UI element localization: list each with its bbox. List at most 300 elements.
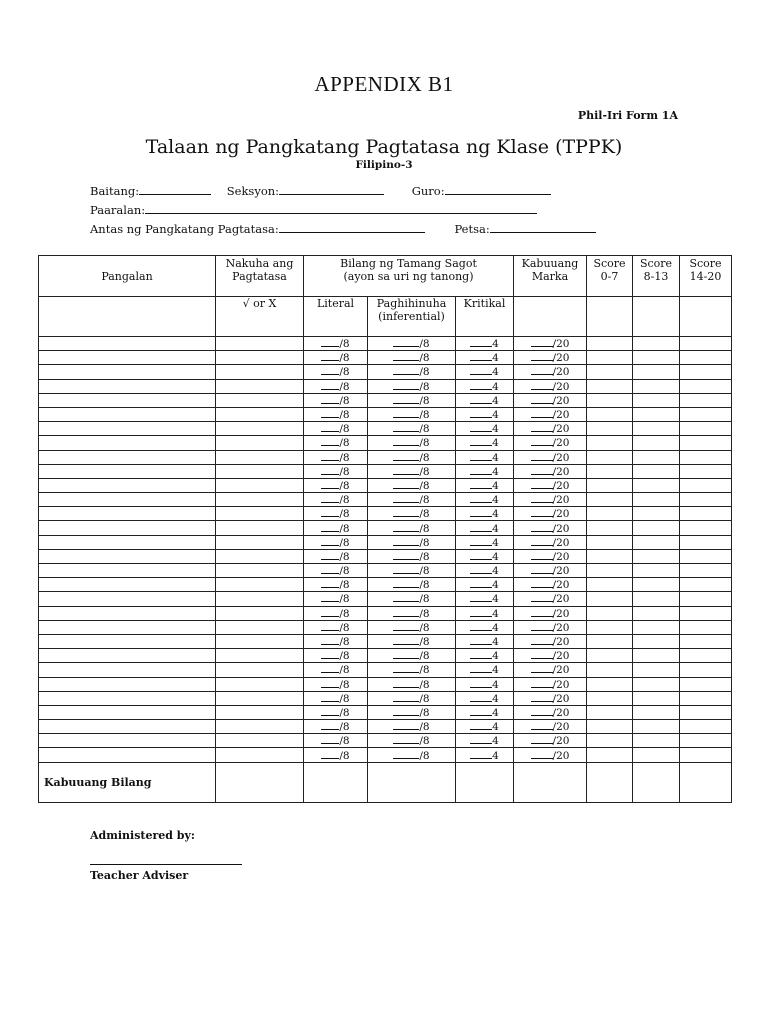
- score2-cell[interactable]: [633, 578, 680, 592]
- paghihinuha-cell[interactable]: [368, 720, 456, 734]
- check-cell[interactable]: [216, 691, 304, 705]
- score1-cell[interactable]: [587, 407, 633, 421]
- literal-cell[interactable]: [304, 606, 368, 620]
- paghihinuha-cell[interactable]: [368, 507, 456, 521]
- literal-cell[interactable]: [304, 337, 368, 351]
- score1-cell[interactable]: [587, 393, 633, 407]
- paghihinuha-cell[interactable]: [368, 634, 456, 648]
- kritikal-cell[interactable]: [456, 407, 514, 421]
- literal-cell[interactable]: [304, 535, 368, 549]
- kabuuan-cell[interactable]: [514, 592, 587, 606]
- check-cell[interactable]: [216, 351, 304, 365]
- paghihinuha-cell[interactable]: [368, 337, 456, 351]
- kabuuan-cell[interactable]: [514, 663, 587, 677]
- paghihinuha-cell[interactable]: [368, 649, 456, 663]
- paghihinuha-cell[interactable]: [368, 564, 456, 578]
- score2-cell[interactable]: [633, 677, 680, 691]
- total-cell[interactable]: [514, 762, 587, 802]
- paghihinuha-cell[interactable]: [368, 436, 456, 450]
- literal-cell[interactable]: [304, 634, 368, 648]
- check-cell[interactable]: [216, 422, 304, 436]
- kabuuan-cell[interactable]: [514, 521, 587, 535]
- literal-cell[interactable]: [304, 705, 368, 719]
- paghihinuha-cell[interactable]: [368, 691, 456, 705]
- score1-cell[interactable]: [587, 734, 633, 748]
- kabuuan-cell[interactable]: [514, 507, 587, 521]
- score3-cell[interactable]: [680, 734, 732, 748]
- score2-cell[interactable]: [633, 592, 680, 606]
- kritikal-cell[interactable]: [456, 521, 514, 535]
- kabuuan-cell[interactable]: [514, 549, 587, 563]
- score3-cell[interactable]: [680, 691, 732, 705]
- score2-cell[interactable]: [633, 734, 680, 748]
- score3-cell[interactable]: [680, 677, 732, 691]
- petsa-field[interactable]: [490, 222, 596, 233]
- paghihinuha-cell[interactable]: [368, 379, 456, 393]
- score2-cell[interactable]: [633, 620, 680, 634]
- score3-cell[interactable]: [680, 634, 732, 648]
- kritikal-cell[interactable]: [456, 450, 514, 464]
- check-cell[interactable]: [216, 748, 304, 762]
- kritikal-cell[interactable]: [456, 337, 514, 351]
- literal-cell[interactable]: [304, 691, 368, 705]
- paghihinuha-cell[interactable]: [368, 407, 456, 421]
- score3-cell[interactable]: [680, 351, 732, 365]
- total-cell[interactable]: [633, 762, 680, 802]
- check-cell[interactable]: [216, 592, 304, 606]
- blank-line: [393, 607, 419, 617]
- score3-cell[interactable]: [680, 493, 732, 507]
- score2-cell[interactable]: [633, 337, 680, 351]
- kritikal-cell[interactable]: [456, 564, 514, 578]
- literal-cell[interactable]: [304, 649, 368, 663]
- score2-cell[interactable]: [633, 634, 680, 648]
- total-cell[interactable]: [456, 762, 514, 802]
- score2-cell[interactable]: [633, 379, 680, 393]
- kritikal-cell[interactable]: [456, 720, 514, 734]
- score3-cell[interactable]: [680, 521, 732, 535]
- kabuuan-cell[interactable]: [514, 691, 587, 705]
- name-cell[interactable]: [39, 450, 216, 464]
- name-cell[interactable]: [39, 493, 216, 507]
- kabuuan-cell[interactable]: [514, 649, 587, 663]
- score3-cell[interactable]: [680, 478, 732, 492]
- kritikal-cell[interactable]: [456, 592, 514, 606]
- score3-cell[interactable]: [680, 620, 732, 634]
- score3-cell[interactable]: [680, 549, 732, 563]
- literal-cell[interactable]: [304, 393, 368, 407]
- score1-cell[interactable]: [587, 549, 633, 563]
- literal-cell[interactable]: [304, 663, 368, 677]
- paghihinuha-cell[interactable]: [368, 535, 456, 549]
- kabuuan-cell[interactable]: [514, 436, 587, 450]
- table-row: [39, 365, 732, 379]
- paghihinuha-cell[interactable]: [368, 393, 456, 407]
- score1-cell[interactable]: [587, 720, 633, 734]
- kritikal-cell[interactable]: [456, 478, 514, 492]
- score2-cell[interactable]: [633, 436, 680, 450]
- score2-cell[interactable]: [633, 705, 680, 719]
- score1-cell[interactable]: [587, 606, 633, 620]
- literal-cell[interactable]: [304, 578, 368, 592]
- score2-cell[interactable]: [633, 606, 680, 620]
- score1-cell[interactable]: [587, 379, 633, 393]
- kabuuan-cell[interactable]: [514, 337, 587, 351]
- score3-cell[interactable]: [680, 535, 732, 549]
- score2-cell[interactable]: [633, 450, 680, 464]
- name-cell[interactable]: [39, 592, 216, 606]
- score1-cell[interactable]: [587, 351, 633, 365]
- score1-cell[interactable]: [587, 478, 633, 492]
- score1-cell[interactable]: [587, 337, 633, 351]
- check-cell[interactable]: [216, 464, 304, 478]
- paghihinuha-cell[interactable]: [368, 748, 456, 762]
- name-cell[interactable]: [39, 634, 216, 648]
- check-cell[interactable]: [216, 649, 304, 663]
- score3-cell[interactable]: [680, 379, 732, 393]
- kritikal-cell[interactable]: [456, 748, 514, 762]
- paghihinuha-cell[interactable]: [368, 578, 456, 592]
- literal-cell[interactable]: [304, 677, 368, 691]
- kritikal-cell[interactable]: [456, 464, 514, 478]
- score2-cell[interactable]: [633, 407, 680, 421]
- name-cell[interactable]: [39, 720, 216, 734]
- name-cell[interactable]: [39, 691, 216, 705]
- kabuuan-cell[interactable]: [514, 734, 587, 748]
- literal-cell[interactable]: [304, 407, 368, 421]
- kritikal-cell[interactable]: [456, 365, 514, 379]
- check-cell[interactable]: [216, 450, 304, 464]
- score1-cell[interactable]: [587, 620, 633, 634]
- blank-line: [531, 337, 553, 347]
- kritikal-cell[interactable]: [456, 493, 514, 507]
- score3-cell[interactable]: [680, 705, 732, 719]
- score2-cell[interactable]: [633, 564, 680, 578]
- score2-cell[interactable]: [633, 422, 680, 436]
- name-cell[interactable]: [39, 478, 216, 492]
- name-cell[interactable]: [39, 535, 216, 549]
- check-cell[interactable]: [216, 493, 304, 507]
- total-cell[interactable]: [216, 762, 304, 802]
- name-cell[interactable]: [39, 422, 216, 436]
- paghihinuha-cell[interactable]: [368, 549, 456, 563]
- paaralan-field[interactable]: [145, 203, 537, 214]
- name-cell[interactable]: [39, 620, 216, 634]
- literal-cell[interactable]: [304, 549, 368, 563]
- score3-cell[interactable]: [680, 464, 732, 478]
- score1-cell[interactable]: [587, 521, 633, 535]
- score3-cell[interactable]: [680, 578, 732, 592]
- score2-cell[interactable]: [633, 748, 680, 762]
- score2-cell[interactable]: [633, 549, 680, 563]
- score1-cell[interactable]: [587, 436, 633, 450]
- kritikal-cell[interactable]: [456, 734, 514, 748]
- score2-cell[interactable]: [633, 521, 680, 535]
- check-cell[interactable]: [216, 478, 304, 492]
- kritikal-cell[interactable]: [456, 620, 514, 634]
- kritikal-cell[interactable]: [456, 507, 514, 521]
- kritikal-cell[interactable]: [456, 436, 514, 450]
- score3-cell[interactable]: [680, 422, 732, 436]
- check-cell[interactable]: [216, 705, 304, 719]
- paghihinuha-cell[interactable]: [368, 493, 456, 507]
- kritikal-cell-text: 4: [492, 522, 499, 535]
- score2-cell[interactable]: [633, 691, 680, 705]
- score1-cell[interactable]: [587, 663, 633, 677]
- paghihinuha-cell[interactable]: [368, 450, 456, 464]
- blank-line: [470, 649, 492, 659]
- name-cell[interactable]: [39, 705, 216, 719]
- name-cell[interactable]: [39, 606, 216, 620]
- literal-cell[interactable]: [304, 720, 368, 734]
- check-cell[interactable]: [216, 620, 304, 634]
- total-cell[interactable]: [304, 762, 368, 802]
- score1-cell[interactable]: [587, 464, 633, 478]
- kritikal-cell[interactable]: [456, 535, 514, 549]
- paghihinuha-cell[interactable]: [368, 478, 456, 492]
- kabuuan-cell[interactable]: [514, 393, 587, 407]
- check-cell[interactable]: [216, 634, 304, 648]
- literal-cell[interactable]: [304, 464, 368, 478]
- name-cell[interactable]: [39, 734, 216, 748]
- kabuuan-cell[interactable]: [514, 464, 587, 478]
- name-cell[interactable]: [39, 365, 216, 379]
- kritikal-cell[interactable]: [456, 649, 514, 663]
- score2-cell[interactable]: [633, 351, 680, 365]
- score3-cell[interactable]: [680, 407, 732, 421]
- paghihinuha-cell[interactable]: [368, 620, 456, 634]
- score1-cell[interactable]: [587, 535, 633, 549]
- score2-cell[interactable]: [633, 720, 680, 734]
- score1-cell[interactable]: [587, 507, 633, 521]
- check-cell[interactable]: [216, 407, 304, 421]
- check-cell[interactable]: [216, 578, 304, 592]
- kritikal-cell[interactable]: [456, 351, 514, 365]
- literal-cell[interactable]: [304, 507, 368, 521]
- kritikal-cell[interactable]: [456, 677, 514, 691]
- total-cell[interactable]: [587, 762, 633, 802]
- name-cell[interactable]: [39, 521, 216, 535]
- paghihinuha-cell[interactable]: [368, 734, 456, 748]
- score3-cell[interactable]: [680, 606, 732, 620]
- name-cell[interactable]: [39, 379, 216, 393]
- kritikal-cell-text: 4: [492, 621, 499, 634]
- kritikal-cell[interactable]: [456, 705, 514, 719]
- score1-cell[interactable]: [587, 649, 633, 663]
- paghihinuha-cell[interactable]: [368, 351, 456, 365]
- paghihinuha-cell[interactable]: [368, 464, 456, 478]
- score3-cell[interactable]: [680, 436, 732, 450]
- info-line-3: [90, 222, 596, 236]
- check-cell[interactable]: [216, 337, 304, 351]
- literal-cell[interactable]: [304, 592, 368, 606]
- kabuuan-cell[interactable]: [514, 478, 587, 492]
- paghihinuha-cell[interactable]: [368, 677, 456, 691]
- check-cell[interactable]: [216, 734, 304, 748]
- name-cell[interactable]: [39, 578, 216, 592]
- score1-cell[interactable]: [587, 493, 633, 507]
- kabuuan-cell[interactable]: [514, 578, 587, 592]
- score2-cell[interactable]: [633, 663, 680, 677]
- score3-cell[interactable]: [680, 564, 732, 578]
- table-row: [39, 407, 732, 421]
- literal-cell[interactable]: [304, 564, 368, 578]
- kabuuan-cell[interactable]: [514, 351, 587, 365]
- kabuuan-cell[interactable]: [514, 606, 587, 620]
- score3-cell[interactable]: [680, 365, 732, 379]
- literal-cell[interactable]: [304, 620, 368, 634]
- kabuuan-cell[interactable]: [514, 365, 587, 379]
- score2-cell[interactable]: [633, 478, 680, 492]
- name-cell[interactable]: [39, 649, 216, 663]
- kritikal-cell[interactable]: [456, 606, 514, 620]
- name-cell[interactable]: [39, 351, 216, 365]
- score1-cell[interactable]: [587, 748, 633, 762]
- kabuuan-cell[interactable]: [514, 677, 587, 691]
- check-cell[interactable]: [216, 564, 304, 578]
- name-cell[interactable]: [39, 748, 216, 762]
- antas-field[interactable]: [279, 222, 425, 233]
- blank-line: [531, 578, 553, 588]
- kabuuan-cell[interactable]: [514, 720, 587, 734]
- kritikal-cell[interactable]: [456, 549, 514, 563]
- check-cell[interactable]: [216, 549, 304, 563]
- check-cell[interactable]: [216, 677, 304, 691]
- score3-cell[interactable]: [680, 720, 732, 734]
- score1-cell[interactable]: [587, 564, 633, 578]
- kabuuan-cell[interactable]: [514, 379, 587, 393]
- name-cell[interactable]: [39, 464, 216, 478]
- literal-cell[interactable]: [304, 436, 368, 450]
- score1-cell[interactable]: [587, 592, 633, 606]
- literal-cell[interactable]: [304, 422, 368, 436]
- score3-cell[interactable]: [680, 337, 732, 351]
- kabuuan-cell[interactable]: [514, 422, 587, 436]
- name-cell[interactable]: [39, 337, 216, 351]
- blank-line: [393, 536, 419, 546]
- literal-cell[interactable]: [304, 351, 368, 365]
- name-cell[interactable]: [39, 393, 216, 407]
- paghihinuha-cell[interactable]: [368, 521, 456, 535]
- signature-line[interactable]: [90, 864, 242, 865]
- check-cell[interactable]: [216, 365, 304, 379]
- literal-cell[interactable]: [304, 493, 368, 507]
- score1-cell[interactable]: [587, 422, 633, 436]
- kabuuan-cell[interactable]: [514, 564, 587, 578]
- seksyon-field[interactable]: [279, 184, 384, 195]
- paghihinuha-cell-text: /8: [419, 366, 430, 379]
- score3-cell[interactable]: [680, 663, 732, 677]
- kabuuan-cell[interactable]: [514, 450, 587, 464]
- score2-cell[interactable]: [633, 507, 680, 521]
- score3-cell[interactable]: [680, 393, 732, 407]
- score1-cell[interactable]: [587, 450, 633, 464]
- check-cell[interactable]: [216, 606, 304, 620]
- kabuuan-cell-text: /20: [552, 636, 570, 649]
- paghihinuha-cell[interactable]: [368, 422, 456, 436]
- kritikal-cell[interactable]: [456, 393, 514, 407]
- kabuuan-cell[interactable]: [514, 634, 587, 648]
- kabuuan-cell[interactable]: [514, 620, 587, 634]
- check-cell[interactable]: [216, 507, 304, 521]
- score1-cell[interactable]: [587, 634, 633, 648]
- literal-cell[interactable]: [304, 521, 368, 535]
- score1-cell[interactable]: [587, 691, 633, 705]
- kabuuan-cell[interactable]: [514, 748, 587, 762]
- score2-cell[interactable]: [633, 393, 680, 407]
- literal-cell[interactable]: [304, 379, 368, 393]
- baitang-field[interactable]: [139, 184, 211, 195]
- name-cell[interactable]: [39, 436, 216, 450]
- kritikal-cell[interactable]: [456, 379, 514, 393]
- literal-cell[interactable]: [304, 734, 368, 748]
- name-cell[interactable]: [39, 663, 216, 677]
- literal-cell[interactable]: [304, 450, 368, 464]
- score3-cell[interactable]: [680, 450, 732, 464]
- kabuuan-cell[interactable]: [514, 493, 587, 507]
- check-cell[interactable]: [216, 379, 304, 393]
- literal-cell[interactable]: [304, 478, 368, 492]
- score2-cell[interactable]: [633, 493, 680, 507]
- header-score-0-7: Score 0-7: [587, 256, 633, 297]
- check-cell[interactable]: [216, 521, 304, 535]
- kritikal-cell[interactable]: [456, 578, 514, 592]
- score3-cell[interactable]: [680, 748, 732, 762]
- score1-cell[interactable]: [587, 578, 633, 592]
- total-cell[interactable]: [680, 762, 732, 802]
- total-cell[interactable]: [368, 762, 456, 802]
- score2-cell[interactable]: [633, 464, 680, 478]
- name-cell[interactable]: [39, 677, 216, 691]
- score2-cell[interactable]: [633, 535, 680, 549]
- check-cell[interactable]: [216, 663, 304, 677]
- paghihinuha-cell[interactable]: [368, 663, 456, 677]
- check-cell[interactable]: [216, 535, 304, 549]
- kritikal-cell[interactable]: [456, 634, 514, 648]
- table-row: [39, 748, 732, 762]
- paghihinuha-cell[interactable]: [368, 365, 456, 379]
- paghihinuha-cell-text: /8: [419, 380, 430, 393]
- name-cell[interactable]: [39, 564, 216, 578]
- kritikal-cell[interactable]: [456, 422, 514, 436]
- score2-cell[interactable]: [633, 365, 680, 379]
- score3-cell[interactable]: [680, 592, 732, 606]
- paghihinuha-cell[interactable]: [368, 705, 456, 719]
- kritikal-cell[interactable]: [456, 691, 514, 705]
- literal-cell[interactable]: [304, 365, 368, 379]
- kritikal-cell[interactable]: [456, 663, 514, 677]
- literal-cell[interactable]: [304, 748, 368, 762]
- score3-cell[interactable]: [680, 649, 732, 663]
- name-cell[interactable]: [39, 507, 216, 521]
- paghihinuha-cell[interactable]: [368, 606, 456, 620]
- guro-field[interactable]: [445, 184, 551, 195]
- kabuuan-cell[interactable]: [514, 705, 587, 719]
- kabuuan-cell[interactable]: [514, 407, 587, 421]
- check-cell[interactable]: [216, 393, 304, 407]
- score2-cell[interactable]: [633, 649, 680, 663]
- name-cell[interactable]: [39, 407, 216, 421]
- check-cell[interactable]: [216, 720, 304, 734]
- score1-cell[interactable]: [587, 705, 633, 719]
- paghihinuha-cell[interactable]: [368, 592, 456, 606]
- kabuuan-cell[interactable]: [514, 535, 587, 549]
- score1-cell[interactable]: [587, 365, 633, 379]
- name-cell[interactable]: [39, 549, 216, 563]
- check-cell[interactable]: [216, 436, 304, 450]
- score3-cell[interactable]: [680, 507, 732, 521]
- score1-cell[interactable]: [587, 677, 633, 691]
